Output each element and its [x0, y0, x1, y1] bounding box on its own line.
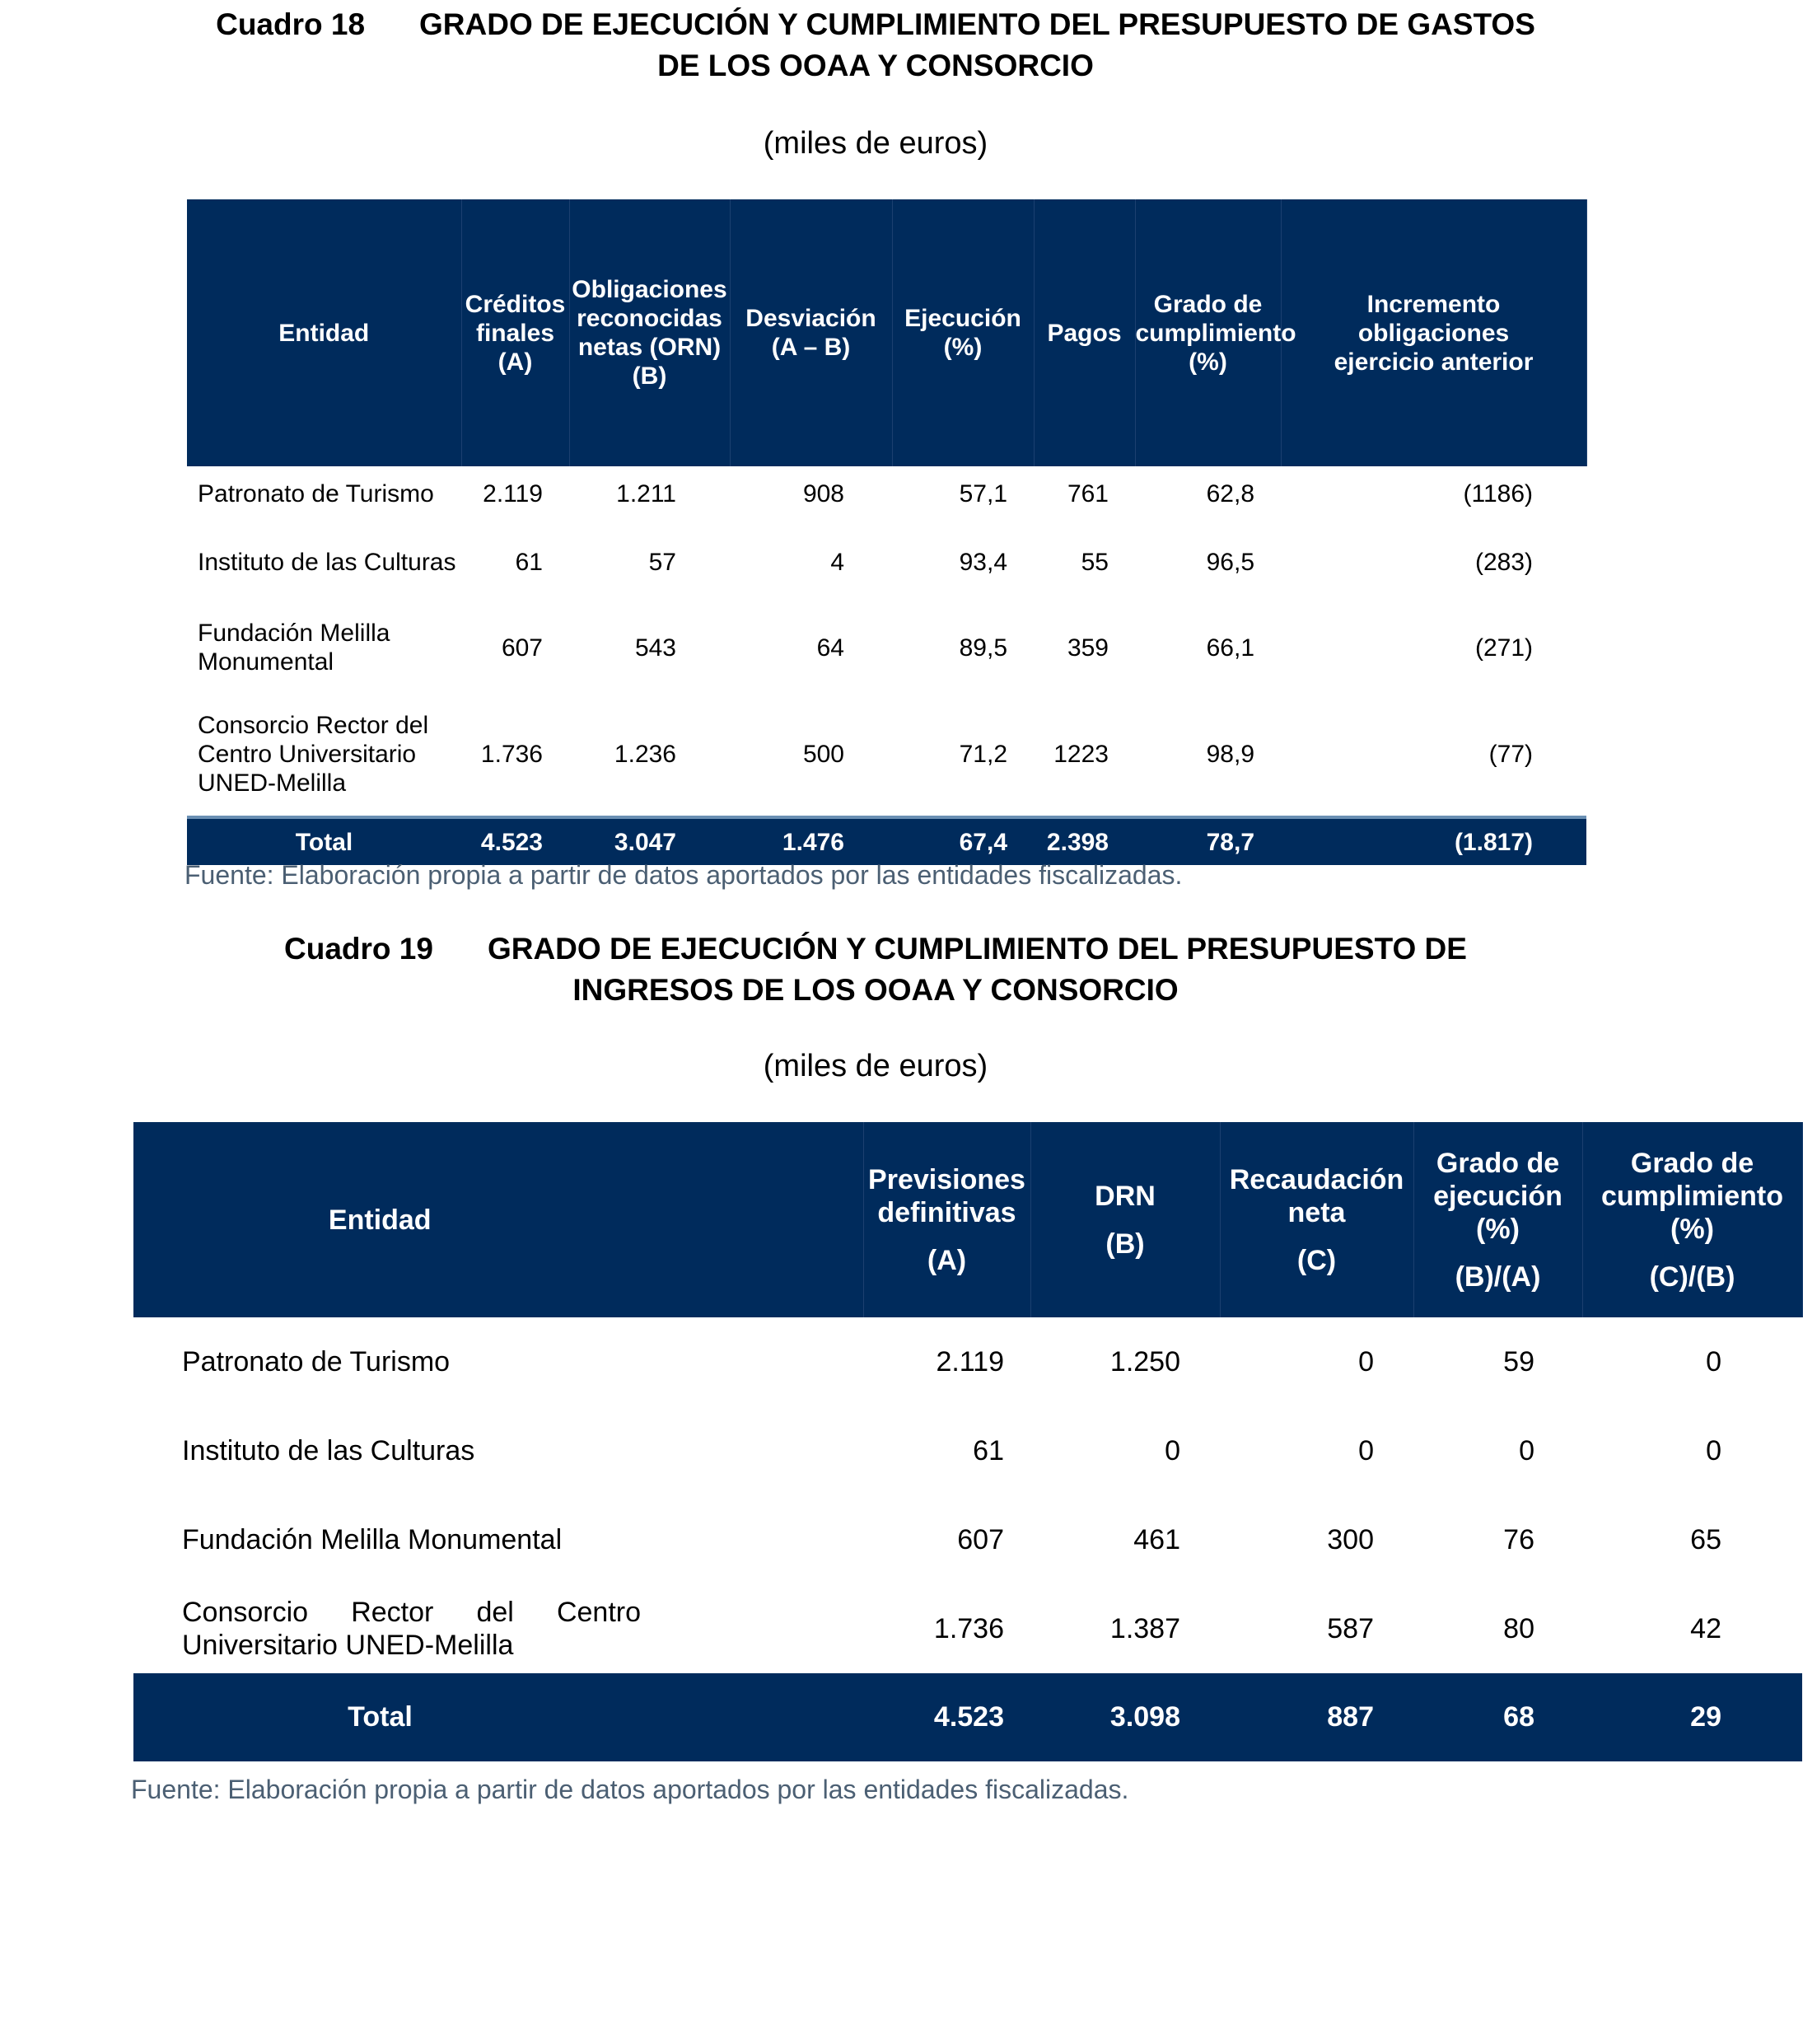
pagos-cell: 359 [1067, 634, 1109, 662]
t19-hdr-cump-4: (C)/(B) [1649, 1261, 1735, 1293]
t18-hdr-creditos-2: finales [475, 319, 555, 347]
t18-header-incremento [1281, 199, 1586, 466]
t19-hdr-prev-2: definitivas [877, 1196, 1016, 1228]
entity-cell: Patronato de Turismo [182, 1345, 451, 1377]
total-ejecucion: 68 [1413, 1673, 1582, 1761]
t18-hdr-obl-2: reconocidas [577, 305, 722, 332]
grado-cell: 62,8 [1206, 479, 1254, 507]
t18-hdr-grado-2: cumplimiento [1135, 319, 1296, 347]
incremento-cell: (271) [1474, 634, 1533, 662]
table18-header-row [187, 199, 1586, 466]
t18-hdr-desv-1: Desviación [745, 305, 876, 332]
ejecucion-cell: 76 [1503, 1523, 1534, 1555]
table-row [187, 521, 1586, 603]
total-ejecucion: 67,4 [892, 817, 1034, 865]
desviacion-cell: 64 [816, 634, 844, 662]
table18-title-line2: DE LOS OOAA Y CONSORCIO [657, 49, 1094, 82]
total-recaudacion: 887 [1220, 1673, 1413, 1761]
entity-cell: Fundación Melilla Monumental [198, 620, 390, 676]
total-label: Total [133, 1673, 863, 1761]
t18-hdr-grado-3: (%) [1189, 348, 1227, 376]
table19-total-row [133, 1673, 1802, 1761]
t19-hdr-drn-1: DRN [1095, 1180, 1156, 1212]
entity-cell: Consorcio Rector del Centro Universitario UNED-Melilla [182, 1597, 641, 1661]
drn-cell: 461 [1133, 1523, 1180, 1555]
incremento-cell: (77) [1488, 740, 1533, 768]
creditos-cell: 61 [515, 548, 543, 576]
cumplimiento-cell: 42 [1690, 1612, 1721, 1644]
orn-cell: 543 [634, 634, 676, 662]
cumplimiento-cell: 0 [1706, 1434, 1721, 1466]
table18-source: Fuente: Elaboración propia a partir de datos aportados por las entidades fiscalizadas. [185, 860, 1183, 890]
t19-hdr-cump-3: (%) [1670, 1213, 1714, 1245]
incremento-cell: (1186) [1463, 479, 1533, 507]
entity-cell: Fundación Melilla Monumental [182, 1523, 563, 1555]
cumplimiento-cell: 0 [1706, 1345, 1721, 1377]
table18-title [0, 4, 1751, 87]
total-cumplimiento: 29 [1582, 1673, 1802, 1761]
drn-cell: 1.250 [1109, 1345, 1180, 1377]
table19-title [0, 928, 1751, 1011]
ejecucion-cell: 93,4 [959, 548, 1007, 576]
t18-hdr-desv-2: (A – B) [771, 334, 851, 361]
total-previsiones: 4.523 [863, 1673, 1030, 1761]
total-pagos: 2.398 [1034, 817, 1135, 865]
ejecucion-cell: 71,2 [959, 740, 1007, 768]
table-row [187, 603, 1586, 692]
previsiones-cell: 61 [973, 1434, 1004, 1466]
t18-hdr-obl-1: Obligaciones [572, 276, 727, 303]
previsiones-cell: 1.736 [933, 1612, 1004, 1644]
table19-title-line2: INGRESOS DE LOS OOAA Y CONSORCIO [572, 973, 1179, 1007]
table-row [133, 1584, 1802, 1673]
t18-hdr-obl-3: netas (ORN) [577, 334, 722, 361]
t19-header-ejecucion [1413, 1122, 1582, 1317]
creditos-cell: 1.736 [480, 740, 543, 768]
ejecucion-cell: 0 [1519, 1434, 1534, 1466]
incremento-cell: (283) [1474, 548, 1533, 576]
t18-header-creditos [461, 199, 569, 466]
t19-header-previsiones [863, 1122, 1030, 1317]
recaudacion-cell: 0 [1358, 1434, 1374, 1466]
t19-hdr-rec-1: Recaudación [1229, 1163, 1404, 1195]
t18-header-desviacion [730, 199, 892, 466]
t19-hdr-cump-1: Grado de [1630, 1147, 1754, 1179]
t18-hdr-ejec-1: Ejecución [904, 305, 1021, 332]
t19-hdr-rec-2: neta [1287, 1196, 1346, 1228]
table19-units: (miles de euros) [763, 1049, 988, 1083]
grado-cell: 66,1 [1206, 634, 1254, 662]
t18-hdr-ejec-2: (%) [943, 334, 983, 361]
table-row [133, 1495, 1802, 1584]
table18-title-line1: GRADO DE EJECUCIÓN Y CUMPLIMIENTO DEL PRESUPUESTO DE GASTOS [419, 7, 1535, 41]
t18-header-ejecucion [892, 199, 1034, 466]
desviacion-cell: 500 [802, 740, 844, 768]
t19-hdr-ejec-3: (%) [1476, 1213, 1520, 1245]
total-label: Total [187, 817, 461, 865]
table-row [133, 1317, 1802, 1406]
t19-header-entidad: Entidad [133, 1122, 863, 1317]
total-drn: 3.098 [1030, 1673, 1220, 1761]
pagos-cell: 55 [1081, 548, 1109, 576]
creditos-cell: 607 [501, 634, 543, 662]
t18-header-obligaciones [569, 199, 730, 466]
t19-hdr-ejec-4: (B)/(A) [1455, 1261, 1541, 1293]
t18-hdr-obl-4: (B) [632, 362, 667, 390]
table-row [133, 1406, 1802, 1495]
entity-cell: Consorcio Rector del Centro Universitario UNED-Melilla [198, 711, 429, 797]
ejecucion-cell: 59 [1503, 1345, 1534, 1377]
t19-hdr-prev-1: Previsiones [868, 1163, 1025, 1195]
entity-cell: Instituto de las Culturas [198, 548, 456, 576]
table-row [187, 466, 1586, 521]
table18-number: Cuadro 18 [216, 7, 366, 41]
drn-cell: 0 [1165, 1434, 1180, 1466]
table-row [187, 692, 1586, 817]
t18-hdr-inc-1: Incremento [1366, 290, 1501, 318]
orn-cell: 1.236 [614, 740, 676, 768]
cumplimiento-cell: 65 [1690, 1523, 1721, 1555]
grado-cell: 96,5 [1206, 548, 1254, 576]
t18-hdr-inc-3: ejercicio anterior [1334, 348, 1534, 376]
t19-hdr-cump-2: cumplimiento [1600, 1180, 1784, 1212]
ejecucion-cell: 89,5 [959, 634, 1007, 662]
ejecucion-cell: 80 [1503, 1612, 1534, 1644]
t18-hdr-inc-2: obligaciones [1357, 319, 1510, 347]
desviacion-cell: 4 [830, 548, 844, 576]
t18-header-entidad: Entidad [187, 199, 461, 466]
t19-hdr-prev-3: (A) [927, 1244, 967, 1276]
orn-cell: 57 [648, 548, 676, 576]
t19-hdr-rec-3: (C) [1296, 1244, 1337, 1276]
pagos-cell: 1223 [1053, 740, 1109, 768]
drn-cell: 1.387 [1109, 1612, 1180, 1644]
recaudacion-cell: 0 [1358, 1345, 1374, 1377]
t19-header-cumplimiento [1582, 1122, 1802, 1317]
desviacion-cell: 908 [802, 479, 844, 507]
recaudacion-cell: 300 [1327, 1523, 1374, 1555]
total-grado: 78,7 [1135, 817, 1281, 865]
t18-hdr-creditos-3: (A) [497, 348, 533, 376]
table19-header-row [133, 1122, 1802, 1317]
t18-header-grado [1135, 199, 1296, 466]
ejecucion-cell: 57,1 [959, 479, 1007, 507]
table19-number: Cuadro 19 [284, 932, 433, 966]
creditos-cell: 2.119 [483, 479, 543, 507]
t18-hdr-grado-1: Grado de [1153, 290, 1263, 318]
table18-units: (miles de euros) [763, 126, 988, 161]
t18-header-pagos: Pagos [1034, 199, 1135, 466]
entity-cell: Instituto de las Culturas [182, 1434, 475, 1466]
t19-hdr-ejec-2: ejecución [1433, 1180, 1562, 1212]
table18 [187, 199, 1587, 865]
table19-source: Fuente: Elaboración propia a partir de datos aportados por las entidades fiscalizadas. [131, 1775, 1129, 1804]
recaudacion-cell: 587 [1327, 1612, 1374, 1644]
t19-hdr-drn-2: (B) [1105, 1228, 1145, 1260]
table19 [133, 1122, 1803, 1761]
t19-header-drn [1030, 1122, 1220, 1317]
total-incremento: (1.817) [1281, 817, 1586, 865]
total-creditos: 4.523 [461, 817, 569, 865]
t18-hdr-creditos-1: Créditos [465, 290, 566, 318]
t19-hdr-ejec-1: Grado de [1436, 1147, 1560, 1179]
grado-cell: 98,9 [1206, 740, 1254, 768]
previsiones-cell: 607 [957, 1523, 1004, 1555]
pagos-cell: 761 [1067, 479, 1109, 507]
previsiones-cell: 2.119 [936, 1345, 1004, 1377]
total-orn: 3.047 [569, 817, 730, 865]
entity-cell: Patronato de Turismo [198, 479, 434, 507]
table19-title-line1: GRADO DE EJECUCIÓN Y CUMPLIMIENTO DEL PRESUPUESTO DE [487, 932, 1467, 966]
orn-cell: 1.211 [616, 479, 676, 507]
t19-header-recaudacion [1220, 1122, 1413, 1317]
total-desviacion: 1.476 [730, 817, 892, 865]
